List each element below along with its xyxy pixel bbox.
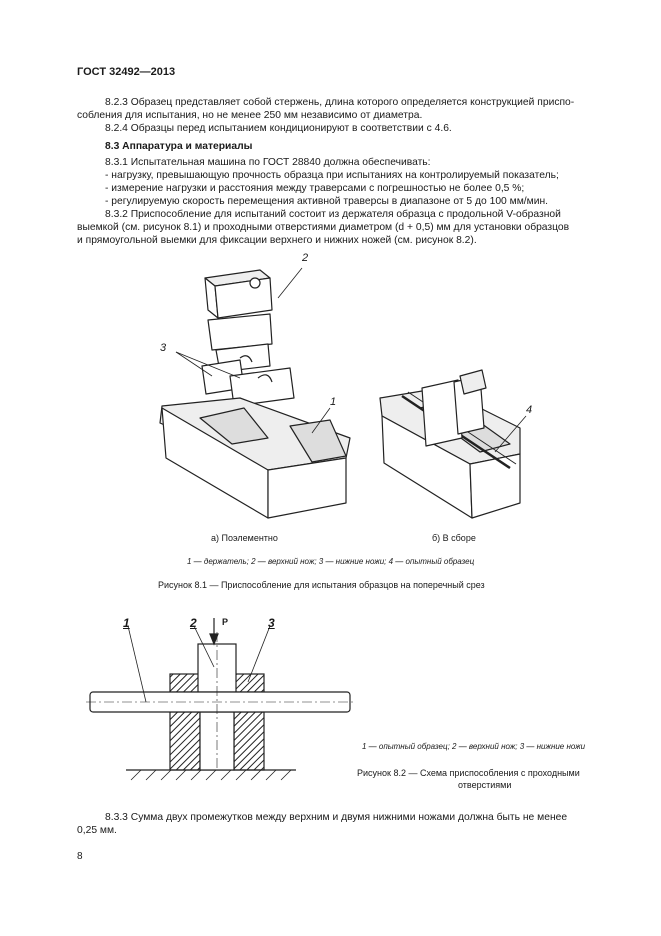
fig81-callout-1: 1 [330,396,337,408]
para-8-3-2-line2: выемкой (см. рисунок 8.1) и проходными отверстиями диаметром (d + 0,5) мм для установки образцов [77,222,570,233]
fig82-load-label: P [222,617,229,627]
para-8-2-4: 8.2.4 Образцы перед испытанием кондиционируют в соответствии с 4.6. [105,123,452,134]
figure-8-2-drawing [86,612,356,787]
fig82-caption-line2: отверстиями [458,780,512,790]
fig82-callout-2: 2 [190,616,197,630]
fig81-caption: Рисунок 8.1 — Приспособление для испытания образцов на поперечный срез [158,580,485,590]
fig81-legend: 1 — держатель; 2 — верхний нож; 3 — нижние ножи; 4 — опытный образец [187,557,475,566]
para-8-2-3-line2: собления для испытания, но не менее 250 мм независимо от диаметра. [77,110,423,121]
para-8-3-3-line1: 8.3.3 Сумма двух промежутков между верхним и двумя нижними ножами должна быть не менее [105,812,568,823]
bullet-speed: - регулируемую скорость перемещения активной траверсы в диапазоне от 5 до 100 мм/мин. [105,196,549,207]
fig82-legend: 1 — опытный образец; 2 — верхний нож; 3 — нижние ножи [362,742,586,751]
para-8-2-3-line1: 8.2.3 Образец представляет собой стержень, длина которого определяется конструкцией приспо- [105,97,575,108]
fig81-label-b: б) В сборе [432,533,476,543]
fig82-callout-3: 3 [268,616,275,630]
para-8-3-2-line3: и прямоугольной выемки для фиксации верхнего и нижних ножей (см. рисунок 8.2). [77,235,477,246]
para-8-3-2-line1: 8.3.2 Приспособление для испытаний состоит из держателя образца с продольной V-образной [105,209,561,220]
para-8-3-3-line2: 0,25 мм. [77,825,117,836]
figure-8-1-drawing [140,248,560,533]
fig81-label-a: а) Поэлементно [211,533,278,543]
page-number: 8 [77,851,83,862]
fig82-caption-line1: Рисунок 8.2 — Схема приспособления с проходными [357,768,580,778]
bullet-measure: - измерение нагрузки и расстояния между траверсами с погрешностью не более 0,5 %; [105,183,525,194]
para-8-3-1: 8.3.1 Испытательная машина по ГОСТ 28840 должна обеспечивать: [105,157,431,168]
fig82-callout-1: 1 [123,616,130,630]
fig81-callout-2: 2 [302,252,309,264]
fig81-callout-3: 3 [160,342,167,354]
document-code: ГОСТ 32492—2013 [77,66,176,78]
section-heading-8-3: 8.3 Аппаратура и материалы [105,141,253,152]
fig81-callout-4: 4 [526,404,533,416]
bullet-load: - нагрузку, превышающую прочность образца при испытаниях на контролируемый показатель; [105,170,559,181]
